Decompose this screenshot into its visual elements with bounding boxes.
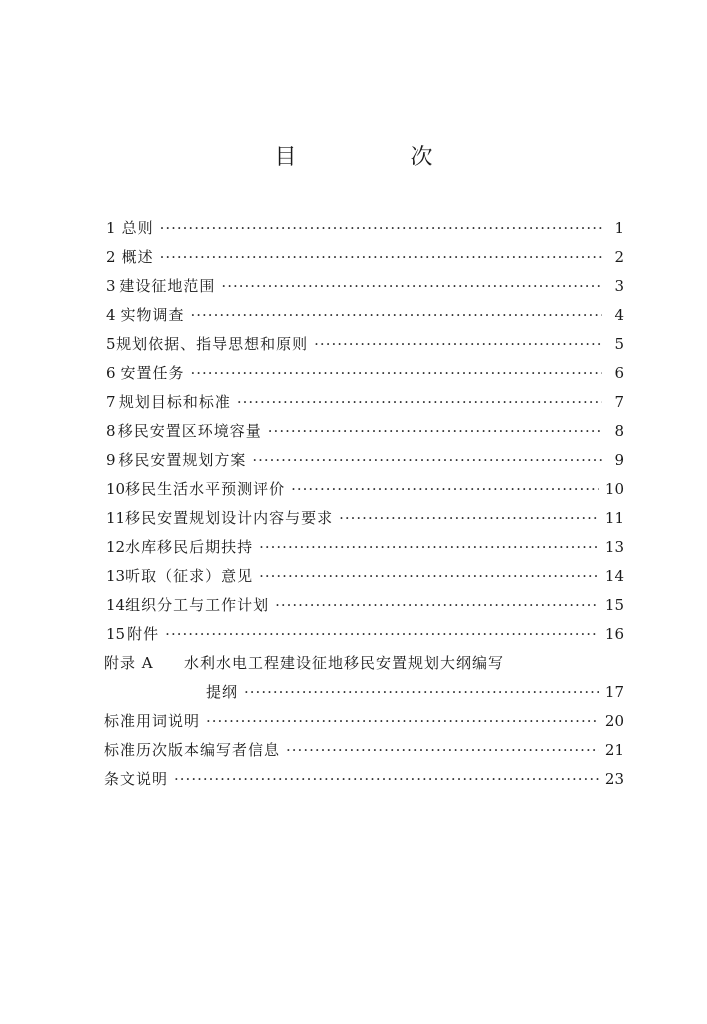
dot-leader	[286, 736, 599, 765]
entry-title: 安置任务	[120, 364, 185, 382]
page-title: 目 次	[274, 145, 479, 170]
toc-entry[interactable]	[104, 562, 624, 591]
entry-title: 移民安置区环境容量	[117, 422, 262, 440]
entry-title: 实物调查	[120, 306, 185, 324]
dot-leader	[191, 359, 603, 388]
entry-title: 标准历次版本编写者信息	[104, 741, 281, 759]
entry-page-number: 8	[614, 422, 624, 440]
entry-title: 附件	[127, 625, 160, 643]
entry-page-number: 14	[604, 567, 624, 585]
entry-page-number: 16	[604, 625, 624, 643]
entry-page-number: 13	[604, 538, 624, 556]
entry-page-number: 4	[614, 306, 624, 324]
dot-leader	[174, 765, 599, 794]
toc-entry[interactable]	[104, 707, 624, 736]
toc-entry[interactable]	[104, 736, 624, 765]
entry-number: 1	[106, 219, 116, 237]
toc-entry[interactable]	[104, 272, 624, 301]
entry-page-number: 21	[604, 741, 624, 759]
entry-title: 水库移民后期扶持	[125, 538, 254, 556]
toc-entry[interactable]	[104, 765, 624, 794]
entry-page-number: 9	[614, 451, 624, 469]
entry-page-number: 15	[604, 596, 624, 614]
entry-page-number: 1	[614, 219, 624, 237]
entry-page-number: 3	[614, 277, 624, 295]
entry-page-number: 11	[604, 509, 624, 527]
dot-leader	[275, 591, 599, 620]
toc-entry[interactable]	[104, 446, 624, 475]
entry-number: 9	[106, 451, 116, 469]
toc-entry[interactable]	[104, 214, 624, 243]
entry-number: 11	[106, 509, 126, 527]
entry-title: 听取（征求）意见	[125, 567, 254, 585]
toc-entry[interactable]	[104, 591, 624, 620]
toc-entry[interactable]	[104, 301, 624, 330]
toc-entry[interactable]	[104, 243, 624, 272]
dot-leader	[259, 533, 599, 562]
entry-title: 概述	[121, 248, 154, 266]
dot-leader	[160, 214, 602, 243]
entry-number: 5	[106, 335, 116, 353]
dot-leader	[244, 678, 599, 707]
dot-leader	[206, 707, 599, 736]
entry-page-number: 5	[614, 335, 624, 353]
entry-number: 3	[106, 277, 116, 295]
entry-page-number: 20	[604, 712, 624, 730]
toc-entry[interactable]	[104, 417, 624, 446]
dot-leader	[165, 620, 599, 649]
entry-number: 4	[106, 306, 116, 324]
entry-title: 移民安置规划设计内容与要求	[125, 509, 334, 527]
toc-appendix-entry-continued[interactable]	[104, 678, 624, 707]
entry-title: 总则	[121, 219, 154, 237]
toc-appendix-entry[interactable]	[104, 649, 624, 678]
dot-leader	[191, 301, 603, 330]
dot-leader	[252, 446, 602, 475]
entry-number: 14	[106, 596, 126, 614]
entry-page-number: 6	[614, 364, 624, 382]
entry-title: 规划目标和标准	[118, 393, 231, 411]
entry-number: 13	[106, 567, 126, 585]
entry-number: 6	[106, 364, 116, 382]
entry-title: 规划依据、指导思想和原则	[116, 335, 309, 353]
toc-entry[interactable]	[104, 620, 624, 649]
entry-title: 条文说明	[104, 770, 169, 788]
toc-entry[interactable]	[104, 504, 624, 533]
entry-page-number: 10	[604, 480, 624, 498]
entry-page-number: 17	[604, 683, 624, 701]
toc-entry[interactable]	[104, 475, 624, 504]
entry-number: 2	[106, 248, 116, 266]
appendix-title-line2: 提纲	[206, 683, 239, 701]
entry-page-number: 2	[614, 248, 624, 266]
entry-title: 组织分工与工作计划	[125, 596, 270, 614]
entry-page-number: 7	[614, 393, 624, 411]
toc-entry[interactable]	[104, 359, 624, 388]
entry-number: 10	[106, 480, 126, 498]
dot-leader	[237, 388, 602, 417]
dot-leader	[259, 562, 599, 591]
entry-number: 15	[106, 625, 126, 643]
toc-entry[interactable]	[104, 330, 624, 359]
appendix-label: 附录 A	[104, 654, 154, 672]
entry-number: 7	[106, 393, 116, 411]
entry-title: 建设征地范围	[119, 277, 216, 295]
appendix-title-line1: 水利水电工程建设征地移民安置规划大纲编写	[184, 654, 505, 672]
dot-leader	[221, 272, 602, 301]
dot-leader	[268, 417, 602, 446]
toc-entry[interactable]	[104, 533, 624, 562]
toc-entry[interactable]	[104, 388, 624, 417]
entry-title: 移民安置规划方案	[118, 451, 247, 469]
table-of-contents	[104, 214, 624, 794]
entry-page-number: 23	[604, 770, 624, 788]
entry-title: 移民生活水平预测评价	[125, 480, 286, 498]
dot-leader	[314, 330, 602, 359]
dot-leader	[160, 243, 602, 272]
dot-leader	[291, 475, 599, 504]
dot-leader	[339, 504, 599, 533]
entry-title: 标准用词说明	[104, 712, 201, 730]
entry-number: 8	[106, 422, 116, 440]
entry-number: 12	[106, 538, 126, 556]
